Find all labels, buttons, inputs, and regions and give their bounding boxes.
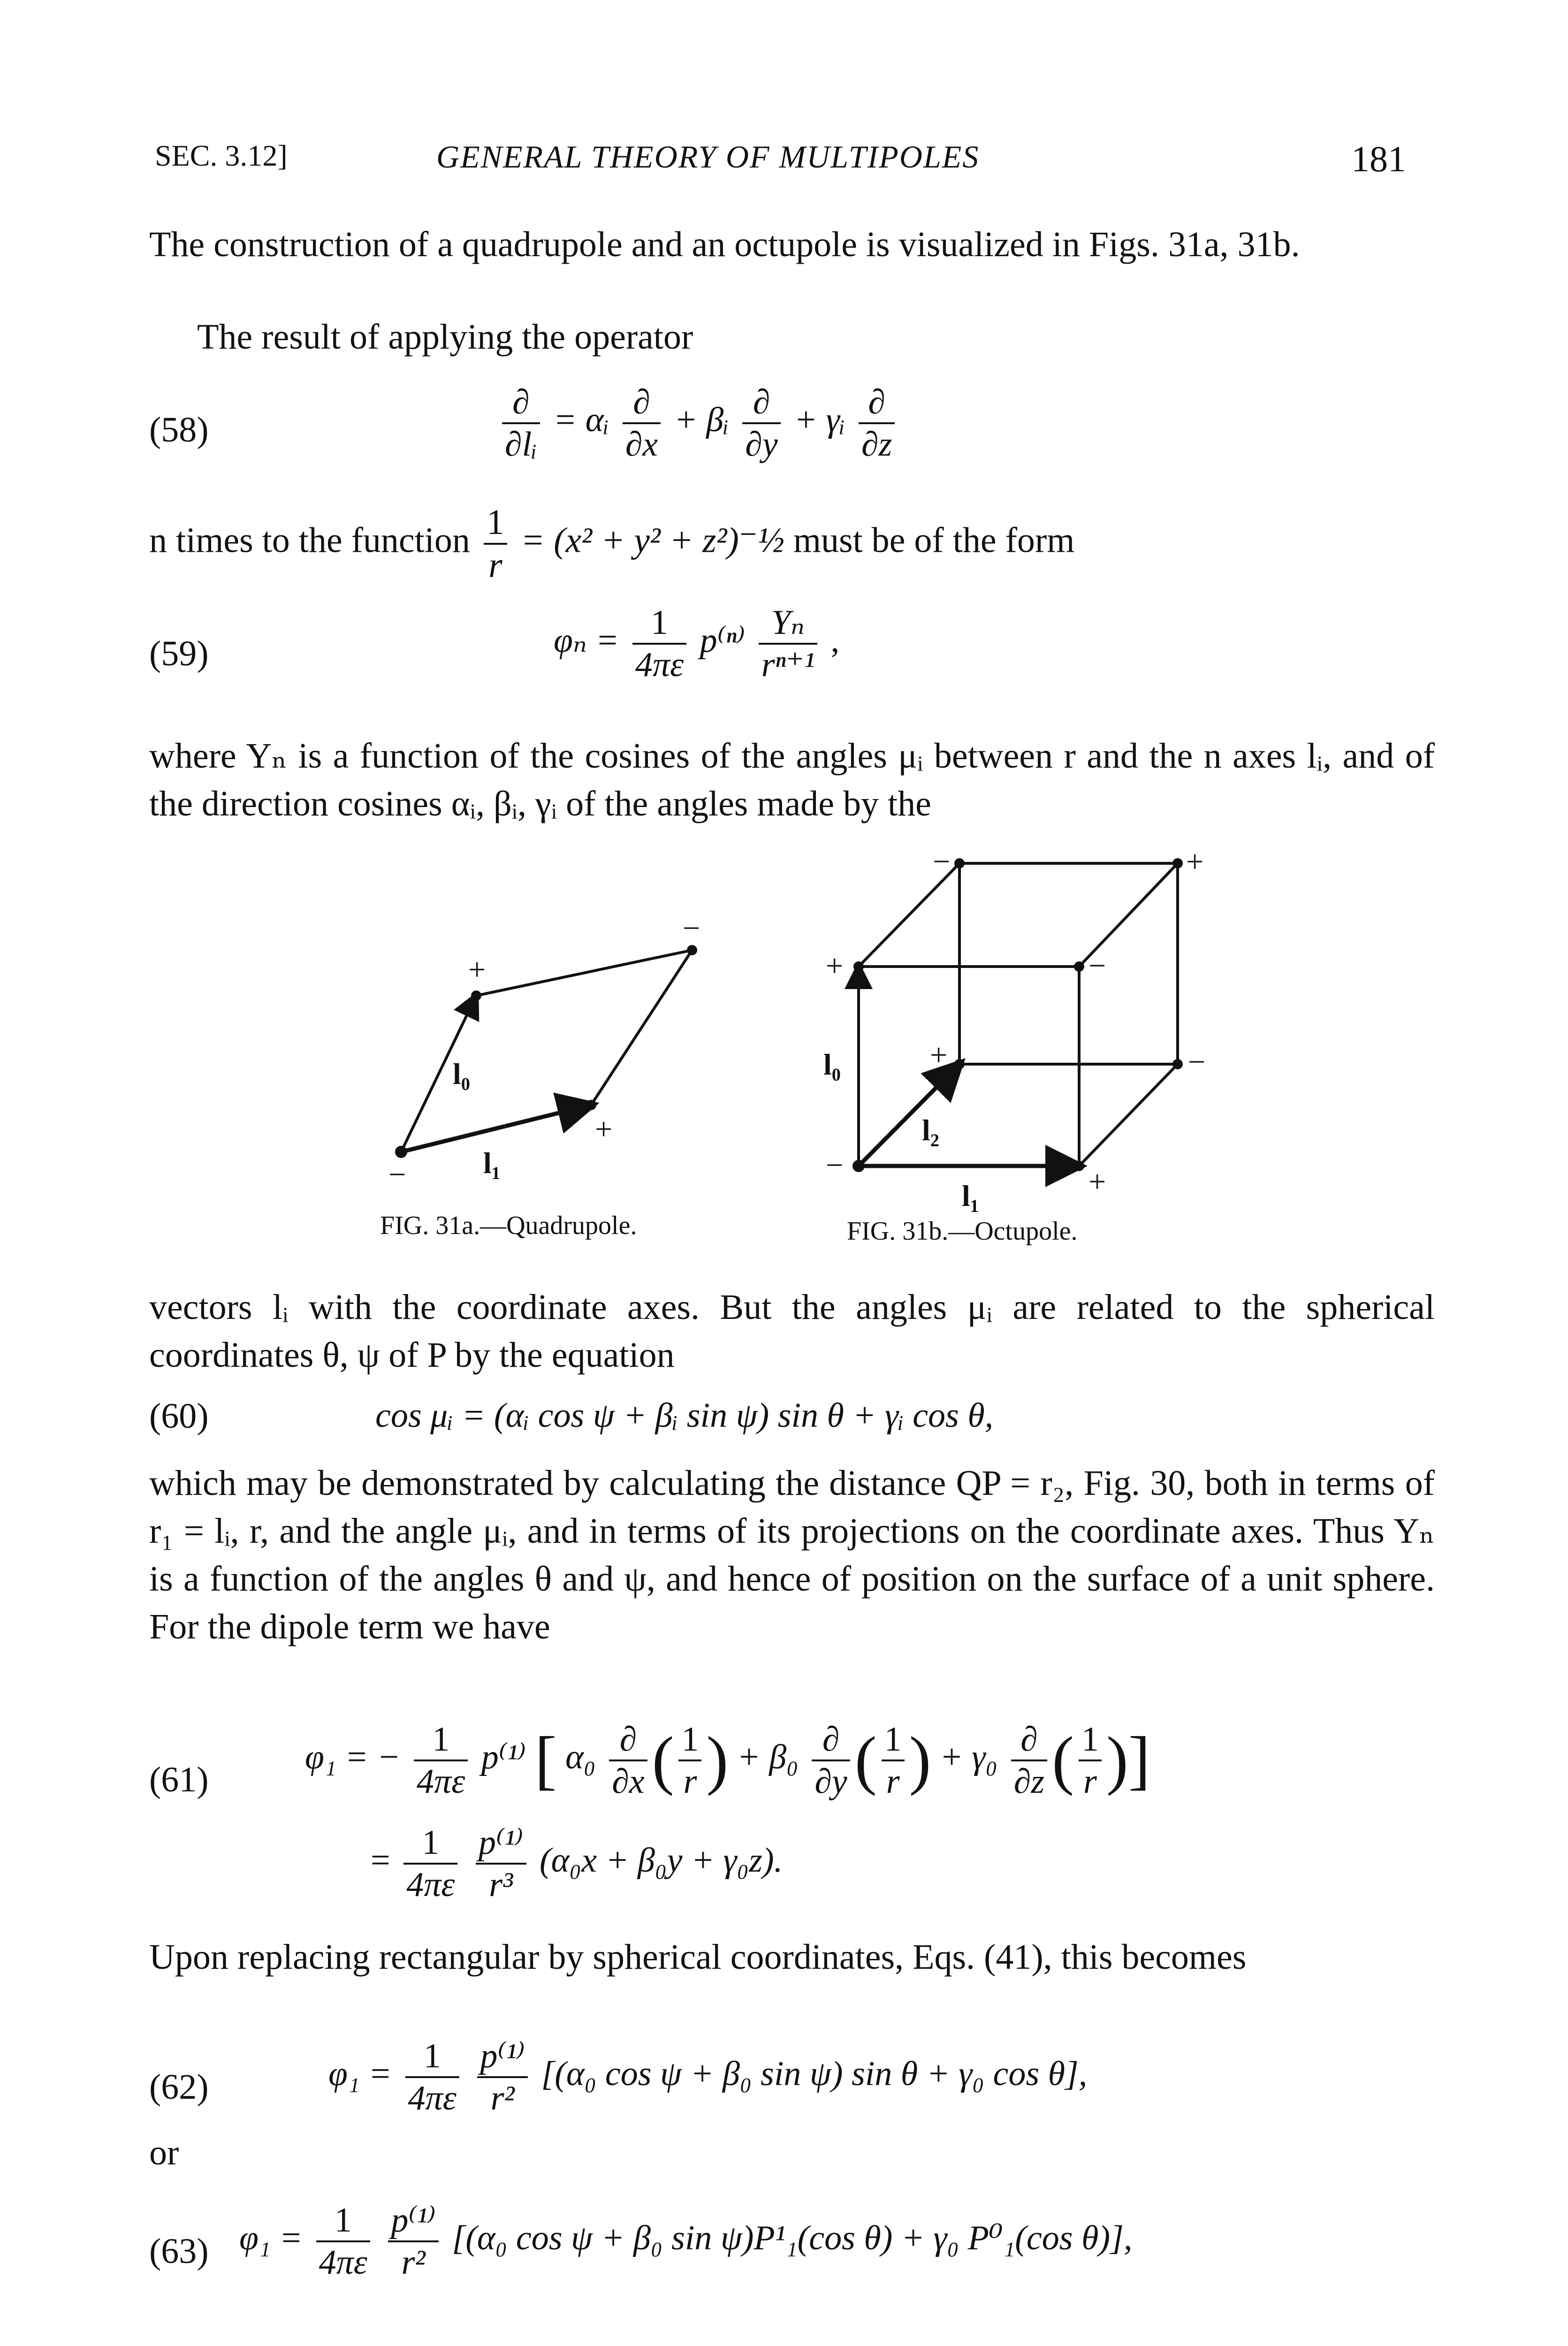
fig31a-sign-plus-right: +	[595, 1112, 613, 1146]
fig31a-sign-minus-bottom: −	[388, 1158, 406, 1192]
fig31b-label-l1: l₁	[962, 1179, 979, 1212]
fig31b-charge-2	[1172, 858, 1183, 868]
fig31b-sign-4: −	[1088, 949, 1106, 983]
eq59-fraction-1: $\frac{1}{4\pi\varepsilon}$	[632, 605, 686, 682]
fig31a-vector-l1	[401, 1105, 591, 1152]
page-number: 181	[1351, 138, 1406, 179]
eq58-dx-fraction: $\frac{\partial}{\partial x}$	[623, 385, 661, 462]
fig31b-depth-top-left	[859, 863, 959, 967]
paragraph-spherical-replacement: Upon replacing rectangular by spherical coordinates, Eqs. (41), this becomes	[149, 1937, 1247, 1977]
eq58-dz-fraction: $\frac{\partial}{\partial z}$	[859, 385, 895, 462]
equation-number-63: (63)	[149, 2232, 209, 2271]
fig31b-sign-3: +	[826, 949, 844, 983]
eq63-fraction-2: $\frac{\text{p⁽¹⁾}}{\text{r²}}$	[388, 2203, 439, 2280]
eq61-inv-r-3: $\frac{1}{r}$	[1079, 1722, 1102, 1799]
equation-62: φ₁ = $\frac{1}{4\pi\varepsilon}$ $\frac{\text{p⁽¹⁾}}{\text{r²}}$ [(α₀ cos ψ + β₀ sin ψ) sin θ + γ₀ cos θ],	[328, 2037, 1088, 2117]
equation-63: φ₁ = $\frac{1}{4\pi\varepsilon}$ $\frac{\text{p⁽¹⁾}}{\text{r²}}$ [(α₀ cos ψ + β₀ sin ψ)P¹₁(cos θ) + γ₀ P⁰₁(cos θ)],	[239, 2201, 1133, 2282]
section-header: SEC. 3.12]	[155, 139, 288, 172]
equation-60: cos μᵢ = (αᵢ cos ψ + βᵢ sin ψ) sin θ + γᵢ cos θ,	[375, 1396, 994, 1435]
eq58-lhs-fraction: $\frac{\partial}{\text{∂lᵢ}}$	[502, 385, 540, 462]
equation-number-58: (58)	[149, 410, 209, 449]
fig31a-edge-top	[476, 950, 692, 996]
equation-number-61: (61)	[149, 1760, 209, 1799]
eq61-l2-fraction-2: $\frac{\text{p⁽¹⁾}}{\text{r³}}$	[476, 1825, 526, 1902]
eq62-fraction-1: $\frac{1}{4\pi\varepsilon}$	[405, 2039, 459, 2116]
fig31a-charge-origin	[395, 1146, 407, 1158]
fig31a-label-l0: l₀	[453, 1057, 470, 1090]
equation-number-59: (59)	[149, 634, 209, 673]
eq61-inv-r-2: $\frac{1}{r}$	[882, 1722, 905, 1799]
equation-number-62: (62)	[149, 2067, 209, 2107]
fig31a-label-l1: l₁	[483, 1146, 501, 1180]
eq61-fraction-1: $\frac{1}{4\pi\varepsilon}$	[414, 1722, 468, 1799]
paragraph-operator-intro: The result of applying the operator	[197, 317, 693, 357]
fig31b-charge-3	[853, 961, 864, 972]
eq61-inv-r-1: $\frac{1}{r}$	[678, 1722, 701, 1799]
fig31a-sign-minus-top: −	[683, 911, 700, 945]
fig31b-label-l0: l₀	[823, 1048, 841, 1081]
fig31a-charge-right	[586, 1100, 596, 1110]
eq61-dy-fraction: $\frac{\partial}{\partial y}$	[812, 1722, 850, 1799]
fig31b-vector-l2	[859, 1064, 959, 1166]
fig31b-depth-bottom-right	[1079, 1064, 1178, 1166]
eq62-fraction-2: $\frac{\text{p⁽¹⁾}}{\text{r²}}$	[477, 2039, 528, 2116]
fig31b-charge-6	[1172, 1059, 1183, 1069]
fig31a-charge-top-left	[471, 990, 481, 1001]
fig31b-charge-4	[1074, 961, 1084, 972]
connector-or: or	[149, 2133, 179, 2172]
figure-31a-quadrupole	[357, 891, 788, 1257]
eq61-dz-fraction: $\frac{\partial}{\partial z}$	[1011, 1722, 1047, 1799]
paragraph-construction: The construction of a quadrupole and an octupole is visualized in Figs. 31a, 31b.	[149, 225, 1300, 264]
eq61-l2-fraction-1: $\frac{1}{4\pi\varepsilon}$	[403, 1825, 457, 1902]
eq63-fraction-1: $\frac{1}{4\pi\varepsilon}$	[316, 2203, 370, 2280]
one-over-r-fraction: $\frac{1}{r}$	[484, 504, 507, 583]
function-line: n times to the function $\frac{1}{r}$ = (x² + y² + z²)⁻½ must be of the form	[149, 503, 1075, 585]
fig31b-sign-8: +	[1088, 1165, 1106, 1199]
fig31b-sign-7: −	[826, 1148, 844, 1182]
fig31b-sign-5: +	[930, 1038, 948, 1072]
eq58-dy-fraction: $\frac{\partial}{\partial y}$	[742, 385, 780, 462]
paragraph-distance-demonstration: which may be demonstrated by calculating the distance QP = r₂, Fig. 30, both in terms of r₁ = lᵢ, r, and the angle μᵢ, and in terms of its projections on the coordinate axes. Thus Yₙ is a function of the angles θ and ψ, and hence of position on the surface of a unit sphere. For the dipole term we have	[149, 1463, 1435, 1646]
equation-61-line-1: φ₁ = − $\frac{1}{4\pi\varepsilon}$ p⁽¹⁾ [ α₀ $\frac{\partial}{\partial x}$ ( $\frac{1}{r}$ ) + β₀ $\frac{\partial}{\partial y}$ ( $\frac{1}{r}$ ) + γ₀ $\frac{\partial}{\partial z}$ ( $\frac{1}{r}$ )]	[305, 1720, 1150, 1801]
fig31b-charge-8	[1074, 1161, 1084, 1171]
fig31b-charge-7	[853, 1160, 865, 1172]
fig31b-caption: FIG. 31b.—Octupole.	[847, 1217, 1078, 1246]
fig31a-caption: FIG. 31a.—Quadrupole.	[380, 1211, 637, 1240]
equation-number-60: (60)	[149, 1396, 209, 1436]
fig31b-sign-2: +	[1186, 845, 1204, 879]
fig31a-edge-right	[591, 950, 692, 1105]
running-title: GENERAL THEORY OF MULTIPOLES	[436, 139, 980, 175]
fig31b-charge-5	[954, 1059, 965, 1069]
equation-61-line-2: = $\frac{1}{4\pi\varepsilon}$ $\frac{\text{p⁽¹⁾}}{\text{r³}}$ (α₀x + β₀y + γ₀z).	[371, 1823, 783, 1904]
eq59-fraction-2: $\frac{\text{Yₙ}}{\text{rⁿ⁺¹}}$	[759, 605, 817, 682]
figure-31b-octupole	[807, 835, 1220, 1257]
fig31a-charge-top-right	[687, 945, 697, 955]
fig31b-charge-1	[954, 858, 965, 868]
fig31b-label-l2: l₂	[922, 1113, 939, 1147]
eq61-dx-fraction: $\frac{\partial}{\partial x}$	[609, 1722, 647, 1799]
equation-59: φₙ = $\frac{1}{4\pi\varepsilon}$ p⁽ⁿ⁾ $\frac{\text{Yₙ}}{\text{rⁿ⁺¹}}$ ,	[554, 603, 840, 684]
fig31b-sign-1: −	[933, 845, 951, 879]
fig31a-sign-plus-top: +	[468, 952, 486, 987]
equation-58: $\frac{\partial}{\text{∂lᵢ}}$ = αᵢ $\frac{\partial}{\partial x}$ + βᵢ $\frac{\partial}{\partial y}$ + γᵢ $\frac{\partial}{\partial z}$	[497, 385, 899, 462]
paragraph-yn-definition: where Yₙ is a function of the cosines of the angles μᵢ between r and the n axes lᵢ, and of the direction cosines αᵢ, βᵢ, γᵢ of the angles made by the	[149, 736, 1435, 823]
paragraph-angles-relation: vectors lᵢ with the coordinate axes. But the angles μᵢ are related to the spherical coordinates θ, ψ of P by the equation	[149, 1287, 1435, 1375]
fig31b-sign-6: −	[1188, 1045, 1206, 1079]
